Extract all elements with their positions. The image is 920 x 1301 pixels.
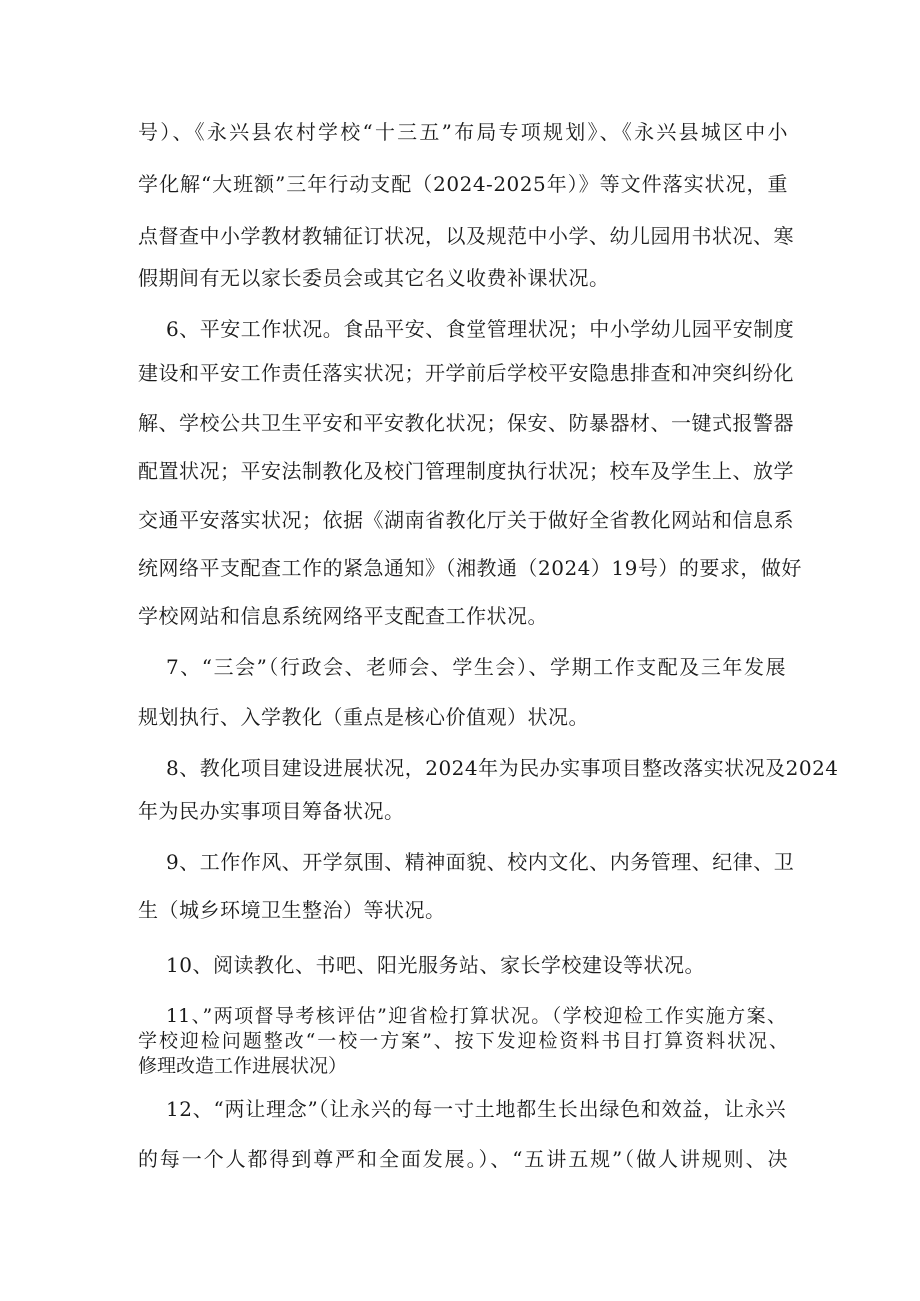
text-line: 10、阅读教化、书吧、阳光服务站、家长学校建设等状况。 [166,953,705,977]
text-line: 9、工作作风、开学氛围、精神面貌、校内文化、内务管理、纪律、卫 [166,850,795,874]
text-line: 8、教化项目建设进展状况，2024年为民办实事项目整改落实状况及2024 [166,756,839,780]
text-line: 号）、《永兴县农村学校“十三五”布局专项规划》、《永兴县城区中小 [138,120,788,144]
text-line: 7、“三会”（行政会、老师会、学生会）、学期工作支配及三年发展 [166,655,786,679]
text-line: 点督查中小学教材教辅征订状况，以及规范中小学、幼儿园用书状况、寒 [138,224,794,248]
text-line: 交通平安落实状况；依据《湖南省教化厅关于做好全省教化网站和信息系 [138,508,794,532]
text-line: 年为民办实事项目筹备状况。 [138,799,405,823]
text-line: 规划执行、入学教化（重点是核心价值观）状况。 [138,705,589,729]
text-line: 的每一个人都得到尊严和全面发展。）、“五讲五规”（做人讲规则、决 [138,1147,788,1171]
text-line: 解、学校公共卫生平安和平安教化状况；保安、防暴器材、一键式报警器 [138,411,794,435]
text-line: 生（城乡环境卫生整治）等状况。 [138,898,446,922]
text-line: 修理改造工作进展状况） [138,1055,348,1077]
text-line: 假期间有无以家长委员会或其它名义收费补课状况。 [138,266,610,290]
text-line: 统网络平支配查工作的紧急通知》（湘教通（2024）19号）的要求，做好 [138,556,802,580]
text-line: 11、”两项督导考核评估”迎省检打算状况。（学校迎检工作实施方案、 [166,1005,786,1027]
text-line: 学校迎检问题整改“一校一方案”、按下发迎检资料书目打算资料状况、 [138,1030,788,1052]
text-line: 12、“两让理念”（让永兴的每一寸土地都生长出绿色和效益，让永兴 [166,1097,786,1121]
text-line: 6、平安工作状况。食品平安、食堂管理状况；中小学幼儿园平安制度 [166,317,795,341]
text-line: 建设和平安工作责任落实状况；开学前后学校平安隐患排查和冲突纠纷化 [138,361,794,385]
text-line: 配置状况；平安法制教化及校门管理制度执行状况；校车及学生上、放学 [138,459,794,483]
text-line: 学校网站和信息系统网络平支配查工作状况。 [138,604,548,628]
text-line: 学化解“大班额”三年行动支配（2024-2025年）》等文件落实状况，重 [138,172,788,196]
